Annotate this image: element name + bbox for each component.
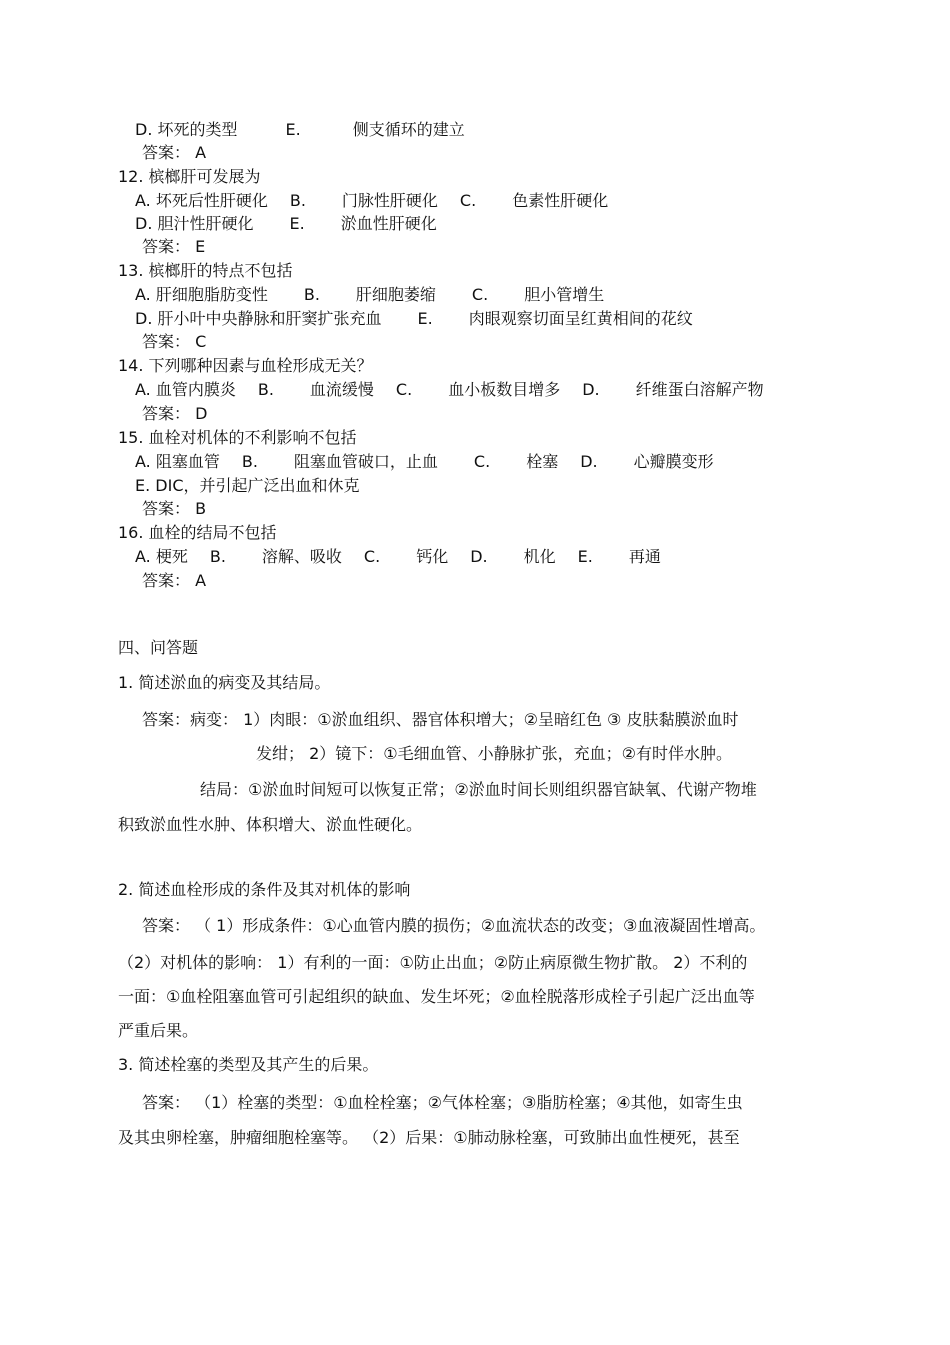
- option-a: A. 阻塞血管: [135, 452, 220, 471]
- question-title: 16. 血栓的结局不包括: [118, 523, 277, 542]
- option-row: [135, 380, 764, 400]
- option-d-text: 心瓣膜变形: [633, 452, 714, 471]
- qa-answer-line: 积致淤血性水肿、体积增大、淤血性硬化。: [118, 815, 423, 834]
- qa-answer-line: 答案：病变： 1）肉眼：①淤血组织、器官体积增大；②呈暗红色 ③ 皮肤黏膜淤血时: [142, 710, 739, 729]
- option-b-text: 门脉性肝硬化: [341, 191, 438, 210]
- option-b-text: 肝细胞萎缩: [355, 285, 436, 304]
- qa-answer-line: （2）对机体的影响： 1）有利的一面：①防止出血；②防止病原微生物扩散。 2）不利的: [118, 953, 748, 972]
- option-row: [135, 191, 608, 211]
- option-b-text: 溶解、吸收: [261, 547, 342, 566]
- option-e: E. DIC，并引起广泛出血和休克: [135, 476, 360, 495]
- option-a: A. 血管内膜炎: [135, 380, 236, 399]
- option-c-label: C.: [395, 380, 413, 399]
- option-e-text: 淤血性肝硬化: [340, 214, 437, 233]
- option-b-label: B.: [209, 547, 226, 566]
- option-c-text: 血小板数目增多: [448, 380, 561, 399]
- option-e-text: 再通: [628, 547, 661, 566]
- section-title: 四、问答题: [118, 638, 199, 657]
- question-title: 15. 血栓对机体的不利影响不包括: [118, 428, 357, 447]
- qa-answer-line: 发绀； 2）镜下：①毛细血管、小静脉扩张，充血；②有时伴水肿。: [256, 744, 732, 763]
- option-d-text: 机化: [523, 547, 556, 566]
- option-d-text: 纤维蛋白溶解产物: [635, 380, 764, 399]
- option-b-label: B.: [303, 285, 320, 304]
- option-c-label: C.: [363, 547, 381, 566]
- qa-answer-line: 严重后果。: [118, 1021, 199, 1040]
- question-title: 13. 槟榔肝的特点不包括: [118, 261, 293, 280]
- answer: 答案： A: [142, 143, 207, 162]
- option-c-text: 栓塞: [526, 452, 559, 471]
- option-b-label: B.: [241, 452, 258, 471]
- option-e-text: 肉眼观察切面呈红黄相间的花纹: [468, 309, 693, 328]
- option-e-text: 侧支循环的建立: [352, 120, 465, 139]
- option-b-text: 血流缓慢: [309, 380, 374, 399]
- option-d-label: D.: [470, 547, 488, 566]
- qa-title: 1. 简述淤血的病变及其结局。: [118, 673, 331, 692]
- option-d: D. 肝小叶中央静脉和肝窦扩张充血: [135, 309, 382, 328]
- option-e-label: E.: [577, 547, 593, 566]
- option-b-text: 阻塞血管破口，止血: [293, 452, 438, 471]
- option-row: [135, 120, 465, 140]
- answer: 答案： B: [142, 499, 207, 518]
- option-a: A. 肝细胞脂肪变性: [135, 285, 268, 304]
- option-e-label: E.: [289, 214, 305, 233]
- option-row: [135, 452, 714, 472]
- qa-answer-line: 答案： （1）栓塞的类型：①血栓栓塞；②气体栓塞；③脂肪栓塞；④其他，如寄生虫: [142, 1093, 743, 1112]
- option-a: A. 坏死后性肝硬化: [135, 191, 268, 210]
- option-b-label: B.: [289, 191, 306, 210]
- option-c-text: 钙化: [416, 547, 449, 566]
- option-d: D. 胆汁性肝硬化: [135, 214, 254, 233]
- option-c-label: C.: [473, 452, 491, 471]
- qa-title: 2. 简述血栓形成的条件及其对机体的影响: [118, 880, 411, 899]
- option-c-label: C.: [459, 191, 477, 210]
- qa-answer-line: 结局：①淤血时间短可以恢复正常；②淤血时间长则组织器官缺氧、代谢产物堆: [200, 780, 757, 799]
- option-d-label: D.: [582, 380, 600, 399]
- option-c-label: C.: [471, 285, 489, 304]
- qa-answer-line: 及其虫卵栓塞，肿瘤细胞栓塞等。 （2）后果：①肺动脉栓塞，可致肺出血性梗死，甚至: [118, 1128, 740, 1147]
- option-d: D. 坏死的类型: [135, 120, 238, 139]
- answer: 答案： E: [142, 237, 206, 256]
- option-d-label: D.: [580, 452, 598, 471]
- option-c-text: 色素性肝硬化: [512, 191, 609, 210]
- option-c-text: 胆小管增生: [524, 285, 605, 304]
- answer: 答案： A: [142, 571, 207, 590]
- qa-title: 3. 简述栓塞的类型及其产生的后果。: [118, 1055, 379, 1074]
- option-e-label: E.: [417, 309, 433, 328]
- option-b-label: B.: [257, 380, 274, 399]
- option-row: [135, 309, 693, 329]
- qa-answer-line: 一面：①血栓阻塞血管可引起组织的缺血、发生坏死；②血栓脱落形成栓子引起广泛出血等: [118, 987, 755, 1006]
- answer: 答案： C: [142, 332, 207, 351]
- question-title: 12. 槟榔肝可发展为: [118, 167, 261, 186]
- option-a: A. 梗死: [135, 547, 188, 566]
- option-row: [135, 547, 661, 567]
- option-row: [135, 285, 604, 305]
- option-row: [135, 214, 437, 234]
- qa-answer-line: 答案： （ 1）形成条件：①心血管内膜的损伤；②血流状态的改变；③血液凝固性增高。: [142, 916, 766, 935]
- answer: 答案： D: [142, 404, 208, 423]
- option-e-label: E.: [285, 120, 301, 139]
- question-title: 14. 下列哪种因素与血栓形成无关？: [118, 356, 373, 375]
